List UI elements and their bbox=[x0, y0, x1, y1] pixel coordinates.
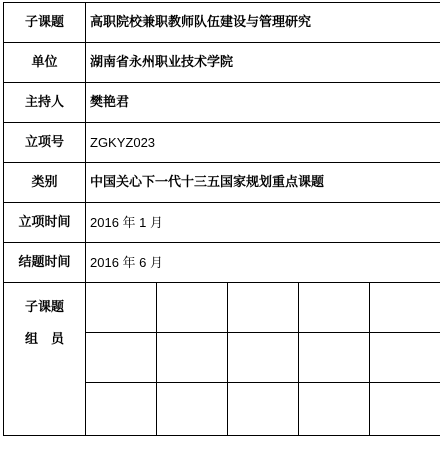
member-cell bbox=[86, 283, 157, 333]
member-cell bbox=[228, 333, 299, 383]
project-info-table bbox=[3, 2, 440, 436]
start-date-label: 立项时间 bbox=[4, 203, 86, 243]
members-row bbox=[4, 283, 440, 333]
member-cell bbox=[86, 333, 157, 383]
member-cell bbox=[370, 283, 440, 333]
category-value: 中国关心下一代十三五国家规划重点课题 bbox=[86, 163, 440, 203]
start-date-value: 2016 年 1 月 bbox=[86, 203, 440, 243]
row-category bbox=[4, 163, 440, 203]
member-cell bbox=[299, 333, 370, 383]
member-cell bbox=[157, 283, 228, 333]
members-label-line2: 组 员 bbox=[24, 332, 64, 347]
unit-label: 单位 bbox=[4, 43, 86, 83]
host-label: 主持人 bbox=[4, 83, 86, 123]
row-end-date bbox=[4, 243, 440, 283]
member-cell bbox=[299, 383, 370, 436]
member-cell bbox=[228, 383, 299, 436]
project-number-label: 立项号 bbox=[4, 123, 86, 163]
member-cell bbox=[157, 333, 228, 383]
member-cell bbox=[228, 283, 299, 333]
member-cell bbox=[299, 283, 370, 333]
members-label-cell bbox=[4, 283, 86, 436]
members-label-line1: 子课题 bbox=[24, 300, 64, 315]
unit-value: 湖南省永州职业技术学院 bbox=[86, 43, 440, 83]
member-cell bbox=[370, 333, 440, 383]
subtopic-label: 子课题 bbox=[4, 3, 86, 43]
end-date-value: 2016 年 6 月 bbox=[86, 243, 440, 283]
row-start-date bbox=[4, 203, 440, 243]
category-label: 类别 bbox=[4, 163, 86, 203]
row-subtopic bbox=[4, 3, 440, 43]
row-host bbox=[4, 83, 440, 123]
host-value: 樊艳君 bbox=[86, 83, 440, 123]
end-date-label: 结题时间 bbox=[4, 243, 86, 283]
project-number-value: ZGKYZ023 bbox=[86, 123, 440, 163]
subtopic-value: 高职院校兼职教师队伍建设与管理研究 bbox=[86, 3, 440, 43]
row-unit bbox=[4, 43, 440, 83]
member-cell bbox=[157, 383, 228, 436]
row-project-number bbox=[4, 123, 440, 163]
member-cell bbox=[86, 383, 157, 436]
member-cell bbox=[370, 383, 440, 436]
